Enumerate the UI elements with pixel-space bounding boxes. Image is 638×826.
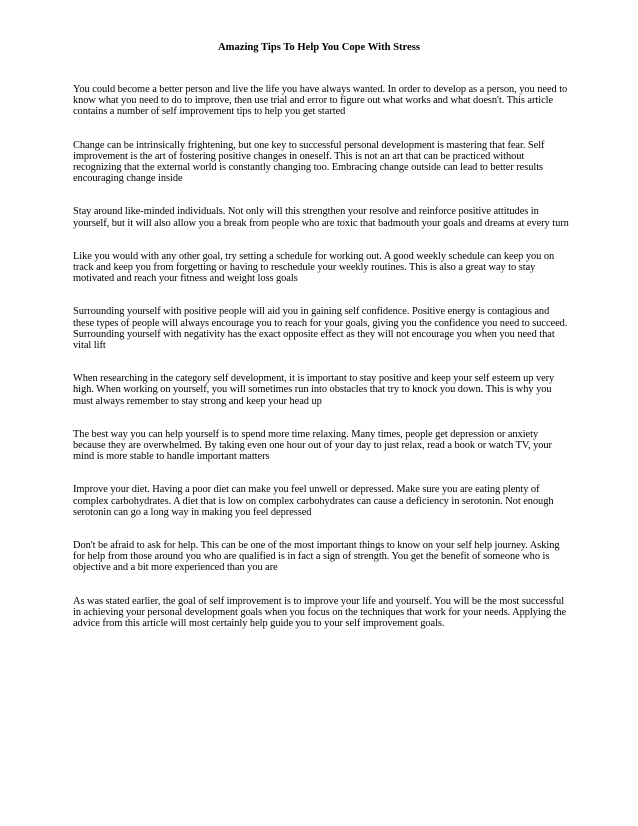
paragraph: When researching in the category self development, it is important to stay positive and keep your self esteem up very high. When working on yourself, you will sometimes run into obstacles that try to knock you down. This is why you must always remember to stay strong and keep your head up: [73, 373, 555, 407]
paragraph: Change can be intrinsically frightening, but one key to successful personal development is mastering that fear. Self improvement is the art of fostering positive changes in oneself. This is not an art that can be practiced without recognizing that the external world is constantly changing too. Embracing change outside can lead to better results encouraging change inside: [73, 139, 545, 185]
paragraph: Improve your diet. Having a poor diet can make you feel unwell or depressed. Make sure you are eating plenty of complex carbohydrates. A diet that is low on complex carbohydrates can cause a deficiency in serotonin. Not enough serotonin can go a long way in making you feel depressed: [73, 484, 554, 518]
paragraph: Like you would with any other goal, try setting a schedule for working out. A good weekly schedule can keep you on track and keep you from forgetting or having to reschedule your weekly routines. This is also a great way to stay motivated and reach your fitness and weight loss goals: [73, 250, 555, 285]
paragraph: You could become a better person and live the life you have always wanted. In order to develop as a person, you need to know what you need to do to improve, then use trial and error to figure out what works and what doesn't. This article contains a number of self improvement tips to help you get started: [73, 84, 568, 118]
document-body: [73, 84, 571, 629]
paragraph: Stay around like-minded individuals. Not only will this strengthen your resolve and reinforce positive attitudes in yourself, but it will also allow you a break from people who are toxic that badmouth your goals and dreams at every turn: [73, 206, 569, 229]
paragraph: As was stated earlier, the goal of self improvement is to improve your life and yourself. You will be the most successful in achieving your personal development goals when you focus on the techniques that work for your needs. Applying the advice from this article will most certainly help guide you to your self improvement goals.: [73, 595, 567, 630]
document-title: Amazing Tips To Help You Cope With Stress: [217, 42, 421, 53]
paragraph: Don't be afraid to ask for help. This can be one of the most important things to know on your self help journey. Asking for help from those around you who are qualified is in fact a sign of strength. You get the benefit of someone who is objective and a bit more experienced than you are: [73, 540, 560, 574]
paragraph: Surrounding yourself with positive people will aid you in gaining self confidence. Positive energy is contagious and these types of people will always encourage you to reach for your goals, giving you the confidence you need to succeed. Surrounding yourself with negativity has the exact opposite effect as they will not encourage you when you need that vital lift: [73, 306, 568, 352]
paragraph: The best way you can help yourself is to spend more time relaxing. Many times, people get depression or anxiety because they are overwhelmed. By taking even one hour out of your day to just relax, read a book or watch TV, your mind is more stable to handle important matters: [73, 428, 552, 463]
